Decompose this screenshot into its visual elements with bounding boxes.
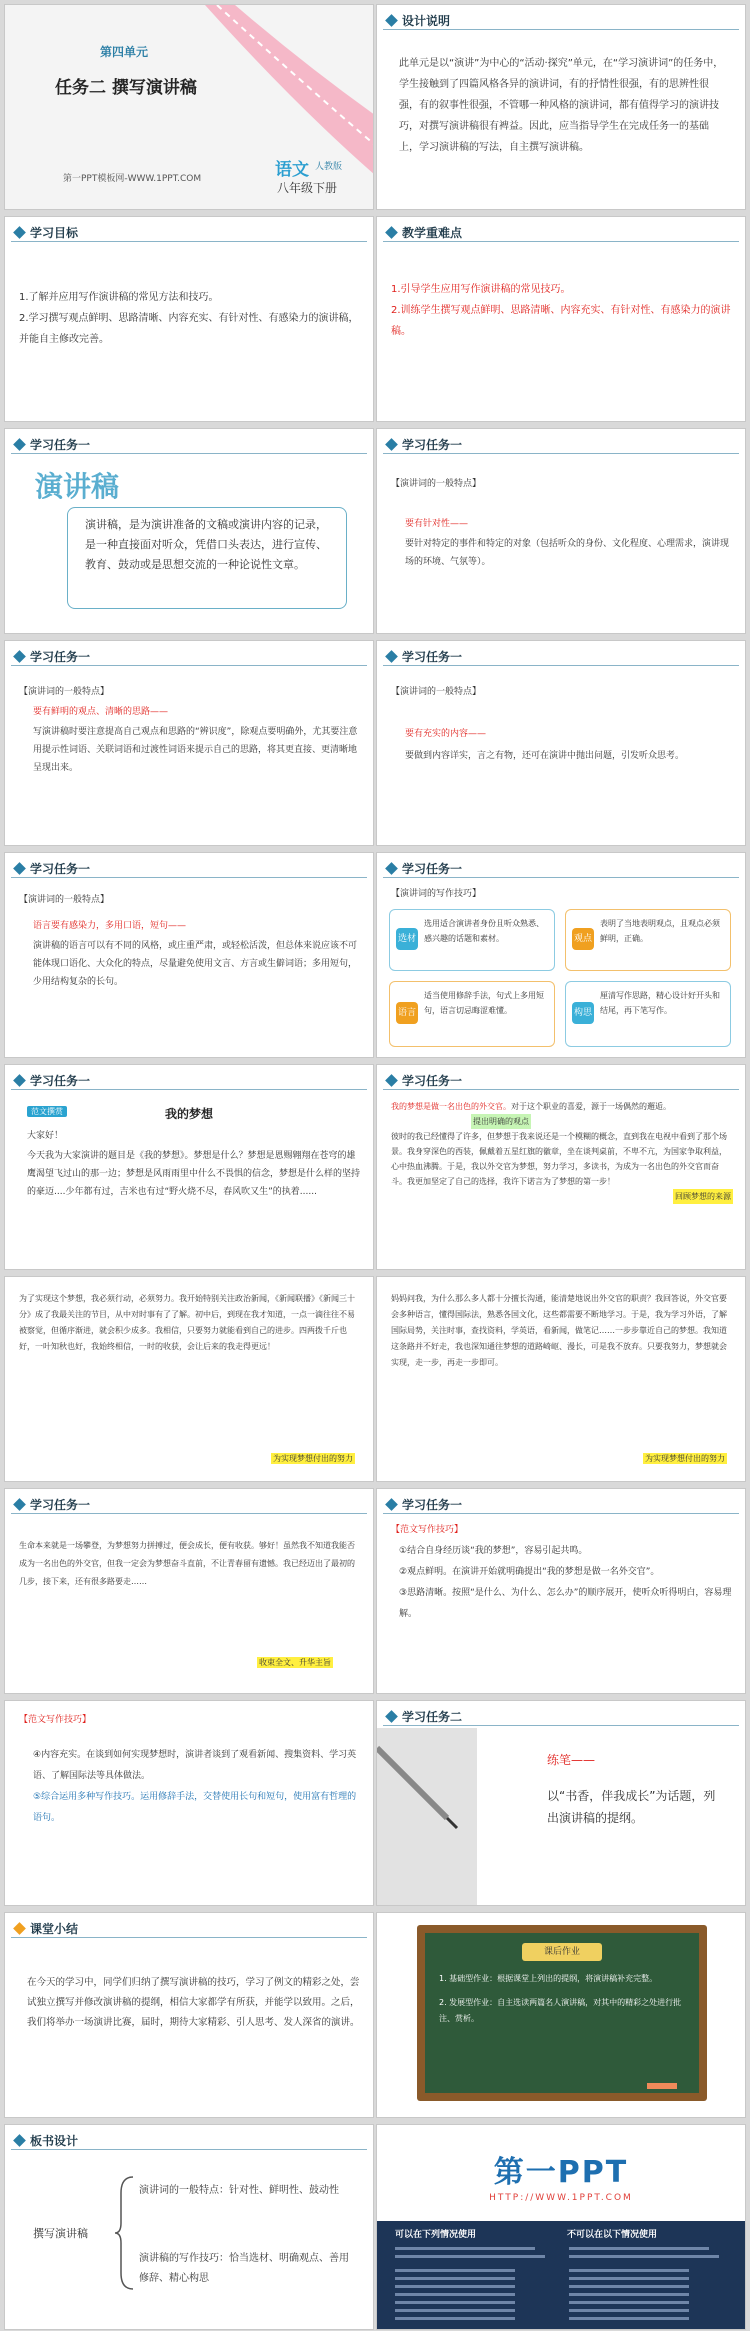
homework-list: 1. 基础型作业：根据课堂上列出的提纲，将演讲稿补充完整。 2. 发展型作业：自主选读两篇名人演讲稿，对其中的精彩之处进行批注、赏析。 [439,1974,682,2023]
section-subtitle: 【演讲词的一般特点】 [19,687,110,697]
slide-header: 学习任务一 [11,647,367,666]
diamond-icon [13,1498,26,1511]
diamond-icon [13,862,26,875]
diamond-icon [385,1710,398,1723]
cover-title: 任务二 撰写演讲稿 [55,78,197,98]
card-structure: 构思 厘清写作思路，精心设计好开头和结尾，再下笔写作。 [565,981,731,1047]
feature-content-slide [376,640,746,846]
sample-speech-slide [4,1064,374,1270]
board-branch-1: 演讲词的一般特点：针对性、鲜明性、鼓动性 [139,2185,339,2196]
note-badge: 为实现梦想付出的努力 [273,1454,353,1463]
section-subtitle: 【范文写作技巧】 [19,1715,92,1725]
cover-slide [4,4,374,210]
board-branch-2: 演讲稿的写作技巧：恰当选材、明确观点、善用修辞、精心构思 [139,2253,349,2284]
section-subtitle: 【范文写作技巧】 [391,1525,464,1535]
board-design-slide [4,2124,374,2330]
diamond-icon [13,650,26,663]
summary-slide [4,1912,374,2118]
note-badge: 为实现梦想付出的努力 [645,1454,725,1463]
goals-list: 1.了解并应用写作演讲稿的常见方法和技巧。 2.学习撰写观点鲜明、思路清晰、内容充实、有针对性、有感染力的演讲稿，并能自主修改完善。 [19,292,359,345]
diamond-icon [385,14,398,27]
feature-targeted-slide [376,428,746,634]
speech-greeting: 大家好！ [27,1131,64,1141]
diamond-icon [13,2134,26,2147]
note-badge: 提出明确的观点 [471,1114,531,1129]
slide-header: 课堂小结 [11,1919,367,1938]
note-badge: 收束全文、升华主旨 [259,1658,331,1667]
key-points-slide [376,216,746,422]
sample-skills2-slide [4,1700,374,1906]
design-slide [376,4,746,210]
can-use-title: 可以在下列情况使用 [395,2230,477,2240]
pen-icon [377,1728,477,1906]
slide-header: 教学重难点 [383,223,739,242]
speech-title: 我的梦想 [164,1107,213,1121]
slide-header: 学习任务一 [383,1495,739,1514]
writing-skills-slide [376,852,746,1058]
usage-lines [391,2245,731,2325]
practice-task: 以“书香，伴我成长”为话题，列出演讲稿的提纲。 [547,1789,716,1825]
section-subtitle: 【演讲词的一般特点】 [391,479,482,489]
subject-label: 语文 [275,160,309,180]
cannot-use-title: 不可以在以下情况使用 [567,2230,658,2240]
section-subtitle: 【演讲词的一般特点】 [391,687,482,697]
speech-text: 我的梦想是做一名出色的外交官。对于这个职业的喜爱，源于一场偶然的邂逅。 提出明确的观点 彼时的我已经懂得了许多，但梦想于我来说还是一个模糊的概念，直到我在电视中看到了那个场景。我身穿深色的西装，佩戴着五星红旗的徽章，坐在谈判桌前，不卑不亢，为国家争取利益，心中热血沸腾。于是，我以外交官为梦想，努力学习，多读书，为成为一名出色的外交官而奋斗。我更加坚定了自己的选择，我许下诺言为了梦想的第一步！ 回顾梦想的来源 [391,1099,733,1204]
slide-header: 学习任务一 [383,1071,739,1090]
design-text: 此单元是以“演讲”为中心的“活动·探究”单元，在“学习演讲词”的任务中，学生接触到了四篇风格各异的演讲词，有的抒情性很强，有的思辨性很强，有的叙事性很强，不管哪一种风格的演讲词，都有值得学习的演讲技巧，对撰写演讲稿很有裨益。因此，应当指导学生在完成任务一的基础上，学习演讲稿的写法，自主撰写演讲稿。 [399,58,724,153]
section-subtitle: 【演讲词的一般特点】 [19,895,110,905]
feature-heading: 要有充实的内容—— [405,729,487,739]
slide-header: 学习任务一 [11,859,367,878]
speech-text: 妈妈问我，为什么那么多人都十分擅长沟通，能清楚地说出外交官的职责？我回答说，外交官要会多种语言，懂得国际法，熟悉各国文化，这些都需要不断地学习。于是，我为学习外语，了解国际局势，关注时事，查找资料，学英语，看新闻，做笔记……一步步靠近自己的梦想。我知道这条路并不好走，我也深知通往梦想的道路崎岖、漫长，可是我不放弃。只要我努力，梦想就会实现，走一步，再走一步即可。 [391,1294,727,1367]
note-badge: 回顾梦想的来源 [673,1189,733,1204]
practice-label: 练笔—— [547,1753,596,1767]
brace-icon [113,2173,139,2293]
slide-header: 板书设计 [11,2131,367,2150]
diamond-icon [385,1498,398,1511]
feature-body: 要针对特定的事件和特定的对象（包括听众的身份、文化程度、心理需求，演讲现场的环境、气氛等）。 [405,539,730,567]
unit-label: 第四单元 [100,45,149,59]
brand-slide [376,2124,746,2330]
card-language: 语言 适当使用修辞手法，句式上多用短句，语言切忌晦涩难懂。 [389,981,555,1047]
board-root: 撰写演讲稿 [33,2227,88,2240]
diamond-icon [385,1074,398,1087]
grade-label: 八年级下册 [277,181,338,195]
edition-label: 人教版 [315,162,343,172]
feature-body: 演讲稿的语言可以有不同的风格，或庄重严肃，或轻松活泼，但总体来说应该不可能体现口语化、大众化的特点，尽量避免使用文言、方言或生僻词语；多用短句，少用结构复杂的长句。 [33,941,358,987]
goals-slide [4,216,374,422]
definition-slide [4,428,374,634]
brand-url: HTTP://WWW.1PPT.COM [489,2193,633,2203]
section-subtitle: 【演讲词的写作技巧】 [391,889,482,899]
diamond-icon [13,438,26,451]
slide-header: 学习任务一 [383,859,739,878]
card-viewpoint: 观点 表明了当地表明观点，且观点必须鲜明，正确。 [565,909,731,971]
slide-header: 学习任务二 [383,1707,739,1726]
diamond-icon [13,1922,26,1935]
slide-header: 学习任务一 [383,435,739,454]
slide-header: 学习任务一 [383,647,739,666]
practice-slide [376,1700,746,1906]
slide-header: 学习任务一 [11,1071,367,1090]
sample-skills-slide [376,1488,746,1694]
skills-list: ①结合自身经历谈“我的梦想”，容易引起共鸣。 ②观点鲜明。在演讲开始就明确提出“我的梦想是做一名外交官”。 ③思路清晰。按照“是什么、为什么、怎么办”的顺序展开，使听众听得明白，容易理解。 [399,1546,732,1619]
speech-part4-slide [376,1276,746,1482]
slide-header: 学习任务一 [11,1495,367,1514]
speech-text: 为了实现这个梦想，我必须行动，必须努力。我开始特别关注政治新闻，《新闻联播》《新闻三十分》成了我最关注的节目，从中对时事有了了解。初中后，到现在我才知道，一点一滴往往不易被察觉，但循序渐进，就会积少成多。我相信，只要努力就能看到自己的进步。四两拨千斤也好，一叶知秋也好，我始终相信，一时的收获，会让后来的我走得更远！ [19,1294,355,1351]
big-title: 演讲稿 [35,470,120,503]
feature-body: 要做到内容详实，言之有物，还可在演讲中抛出问题，引发听众思考。 [405,751,685,761]
speech-part3-slide [4,1276,374,1482]
feature-heading: 要有针对性—— [405,519,469,529]
card-material: 选材 选用适合演讲者身份且听众熟悉、感兴趣的话题和素材。 [389,909,555,971]
feature-heading: 要有鲜明的观点、清晰的思路—— [33,707,169,717]
homework-title: 课后作业 [522,1943,602,1961]
chalk-icon [647,2083,677,2089]
speech-ending-slide [4,1488,374,1694]
feature-language-slide [4,852,374,1058]
sample-badge: 范文撰赏 [27,1106,67,1117]
speech-text: 生命本来就是一场攀登，为梦想努力拼搏过，便会成长，便有收获。够好！虽然我不知道我能否成为一名出色的外交官，但我一定会为梦想奋斗直前，不让青春留有遗憾。我已经迈出了最初的几步，接下来，还有很多路要走…… [19,1541,355,1586]
slide-header: 学习目标 [11,223,367,242]
definition-text: 演讲稿，是为演讲准备的文稿或演讲内容的记录，是一种直接面对听众，凭借口头表达，进行宣传、教育、鼓动或是思想交流的一种论说性文章。 [85,518,327,571]
diamond-icon [385,226,398,239]
diamond-icon [13,226,26,239]
brand-text: 第一PPT模板网-WWW.1PPT.COM [63,174,202,184]
diamond-icon [385,650,398,663]
diamond-icon [13,1074,26,1087]
summary-text: 在今天的学习中，同学们归纳了撰写演讲稿的技巧，学习了例文的精彩之处，尝试独立撰写并修改演讲稿的提纲，相信大家都学有所获，并能学以致用。之后，我们将举办一场演讲比赛，届时，期待大家精彩、引人思考、发人深省的演讲。 [27,1977,360,2028]
speech-body: 今天我为大家演讲的题目是《我的梦想》。梦想是什么？梦想是恩赐翱翔在苍穹的雄鹰渴望飞过山的那一边；梦想是风雨雨里中什么不畏惧的信念，梦想是什么样的坚持的豪迈....少年都有过，吉米也有过“野火烧不尽，春风吹又生”的执着...... [27,1151,361,1197]
homework-slide [376,1912,746,2118]
feature-body: 写演讲稿时要注意提高自己观点和思路的“辨识度”，除观点要明确外，尤其要注意用提示性词语、关联词语和过渡性词语来提示自己的思路，将其更直接、更清晰地呈现出来。 [33,727,358,773]
diamond-icon [385,438,398,451]
brand-logo: 第一PPT [493,2155,629,2190]
key-points-list: 1.引导学生应用写作演讲稿的常见技巧。 2.训练学生撰写观点鲜明、思路清晰、内容充实、有针对性、有感染力的演讲稿。 [391,284,731,337]
speech-part2-slide [376,1064,746,1270]
skills-list: ④内容充实。在谈到如何实现梦想时，演讲者谈到了观看新闻、搜集资料、学习英语、了解国际法等具体做法。 ⑤综合运用多种写作技巧。运用修辞手法，交替使用长句和短句，使用富有哲理的语句。 [33,1750,357,1823]
pen-image [377,1728,477,1906]
slide-header: 设计说明 [383,11,739,30]
feature-clear-slide [4,640,374,846]
diamond-icon [385,862,398,875]
slide-header: 学习任务一 [11,435,367,454]
feature-heading: 语言要有感染力，多用口语，短句—— [33,921,187,931]
